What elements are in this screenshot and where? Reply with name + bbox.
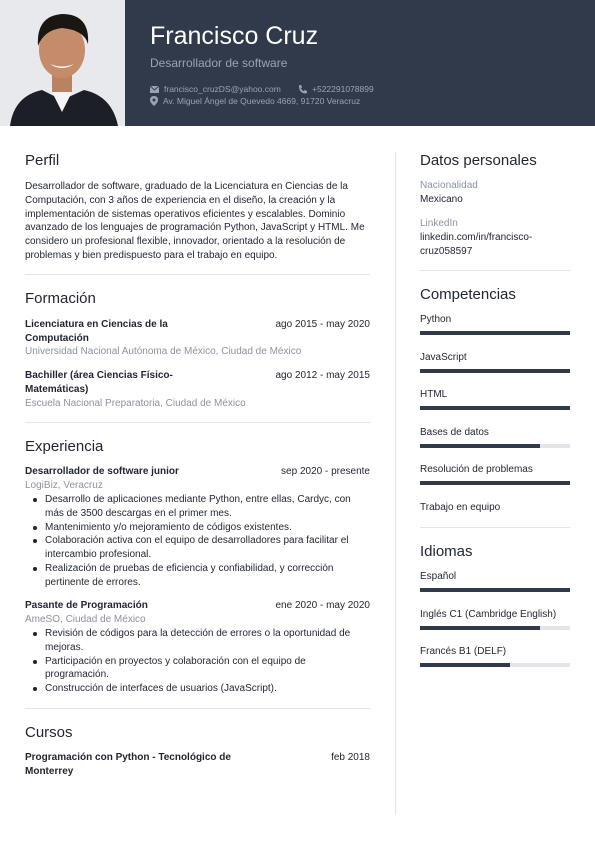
profile-heading: Perfil xyxy=(25,152,60,169)
skill-level-fill xyxy=(420,481,570,485)
profile-photo xyxy=(0,0,125,126)
skill-level-bar xyxy=(420,369,570,373)
list-item: Construcción de interfaces de usuarios (JavaScript). xyxy=(45,682,365,696)
phone-icon xyxy=(298,85,307,94)
envelope-icon xyxy=(150,86,159,93)
section-divider xyxy=(420,270,570,271)
contact-address xyxy=(150,96,360,106)
section-divider xyxy=(25,274,370,275)
job-role: Desarrollador de software junior xyxy=(25,466,179,477)
job-responsibilities xyxy=(45,627,365,696)
linkedin-link[interactable]: linkedin.com/in/francisco-cruz058597 xyxy=(420,232,533,257)
section-divider xyxy=(25,422,370,423)
skill-level-bar xyxy=(420,331,570,335)
language-level-bar xyxy=(420,626,570,630)
email-text: francisco_cruzDS@yahoo.com xyxy=(164,84,281,94)
job-company: AmeSO, Ciudad de México xyxy=(25,614,146,625)
language-name: Francés B1 (DELF) xyxy=(420,646,507,657)
skill-level-bar xyxy=(420,406,570,410)
section-divider xyxy=(25,708,370,709)
language-name: Español xyxy=(420,571,457,582)
education-dates: ago 2015 - may 2020 xyxy=(275,319,370,330)
education-degree: Licenciatura en Ciencias de la Computación xyxy=(25,319,168,344)
section-divider xyxy=(420,527,570,528)
list-item: Participación en proyectos y colaboración con el equipo de programación. xyxy=(45,655,365,683)
course-name: Programación con Python - Tecnológico de Monterrey xyxy=(25,752,231,777)
skill-level-fill xyxy=(420,331,570,335)
list-item: Mantenimiento y/o mejoramiento de códigos existentes. xyxy=(45,521,365,535)
list-item: Revisión de códigos para la detección de errores o la oportunidad de mejoras. xyxy=(45,627,365,655)
skill-level-fill xyxy=(420,369,570,373)
skill-name: HTML xyxy=(420,389,448,400)
linkedin-label: LinkedIn xyxy=(420,218,458,229)
phone-text: +522291078899 xyxy=(312,84,374,94)
languages-heading: Idiomas xyxy=(420,543,473,560)
courses-heading: Cursos xyxy=(25,724,73,741)
language-level-fill xyxy=(420,663,510,667)
education-dates: ago 2012 - may 2015 xyxy=(275,370,370,381)
language-level-bar xyxy=(420,663,570,667)
job-dates: sep 2020 - presente xyxy=(281,466,370,477)
skills-heading: Competencias xyxy=(420,286,516,303)
experience-heading: Experiencia xyxy=(25,438,104,455)
course-date: feb 2018 xyxy=(331,752,370,763)
skill-level-bar xyxy=(420,481,570,485)
education-heading: Formación xyxy=(25,290,96,307)
skill-name: Bases de datos xyxy=(420,426,489,438)
language-level-fill xyxy=(420,626,540,630)
location-pin-icon xyxy=(150,96,158,106)
skill-name: Resolución de problemas xyxy=(420,464,533,475)
column-divider xyxy=(395,152,396,815)
job-dates: ene 2020 - may 2020 xyxy=(275,600,370,611)
skill-level-bar xyxy=(420,444,570,448)
education-school: Escuela Nacional Preparatoria, Ciudad de México xyxy=(25,398,246,409)
personal-heading: Datos personales xyxy=(420,152,537,169)
nationality-value: Mexicano xyxy=(420,194,463,205)
contact-phone[interactable] xyxy=(298,84,374,94)
job-responsibilities xyxy=(45,493,365,590)
address-text: Av. Miguel Ángel de Quevedo 4669, 91720 Veracruz xyxy=(163,96,361,106)
profile-summary: Desarrollador de software, graduado de la Licenciatura en Ciencias de la Computación, con 3 años de experiencia en el diseño, la creación y la implementación de sistemas operativos eficientes y escalables. Dominio avanzado de los lenguajes de programación Python, JavaScript y HTML. Me considero un profesional flexible, innovador, orientado a la resolución de problemas y bien predispuesto para el trabajo en equipo. xyxy=(25,181,365,261)
nationality-label: Nacionalidad xyxy=(420,180,478,191)
skill-level-fill xyxy=(420,444,540,448)
skill-level-fill xyxy=(420,406,570,410)
education-school: Universidad Nacional Autónoma de México, Ciudad de México xyxy=(25,346,302,357)
education-degree: Bachiller (área Ciencias Físico-Matemáticas) xyxy=(25,370,173,395)
language-level-bar xyxy=(420,588,570,592)
candidate-name: Francisco Cruz xyxy=(150,22,319,50)
skill-name: Trabajo en equipo xyxy=(420,501,501,513)
contact-email[interactable] xyxy=(150,84,281,94)
language-level-fill xyxy=(420,588,570,592)
candidate-title: Desarrollador de software xyxy=(150,56,288,70)
list-item: Realización de pruebas de eficiencia y confiabilidad, y corrección pertinente de errores. xyxy=(45,562,365,590)
job-company: LogiBiz, Veracruz xyxy=(25,480,103,491)
skill-name: JavaScript xyxy=(420,351,467,363)
list-item: Colaboración activa con el equipo de desarrolladores para facilitar el intercambio profesional. xyxy=(45,534,365,562)
language-name: Inglés C1 (Cambridge English) xyxy=(420,608,557,620)
list-item: Desarrollo de aplicaciones mediante Python, entre ellas, Cardyc, con más de 3500 descargas en el primer mes. xyxy=(45,493,365,521)
job-role: Pasante de Programación xyxy=(25,600,148,611)
skill-name: Python xyxy=(420,314,452,325)
